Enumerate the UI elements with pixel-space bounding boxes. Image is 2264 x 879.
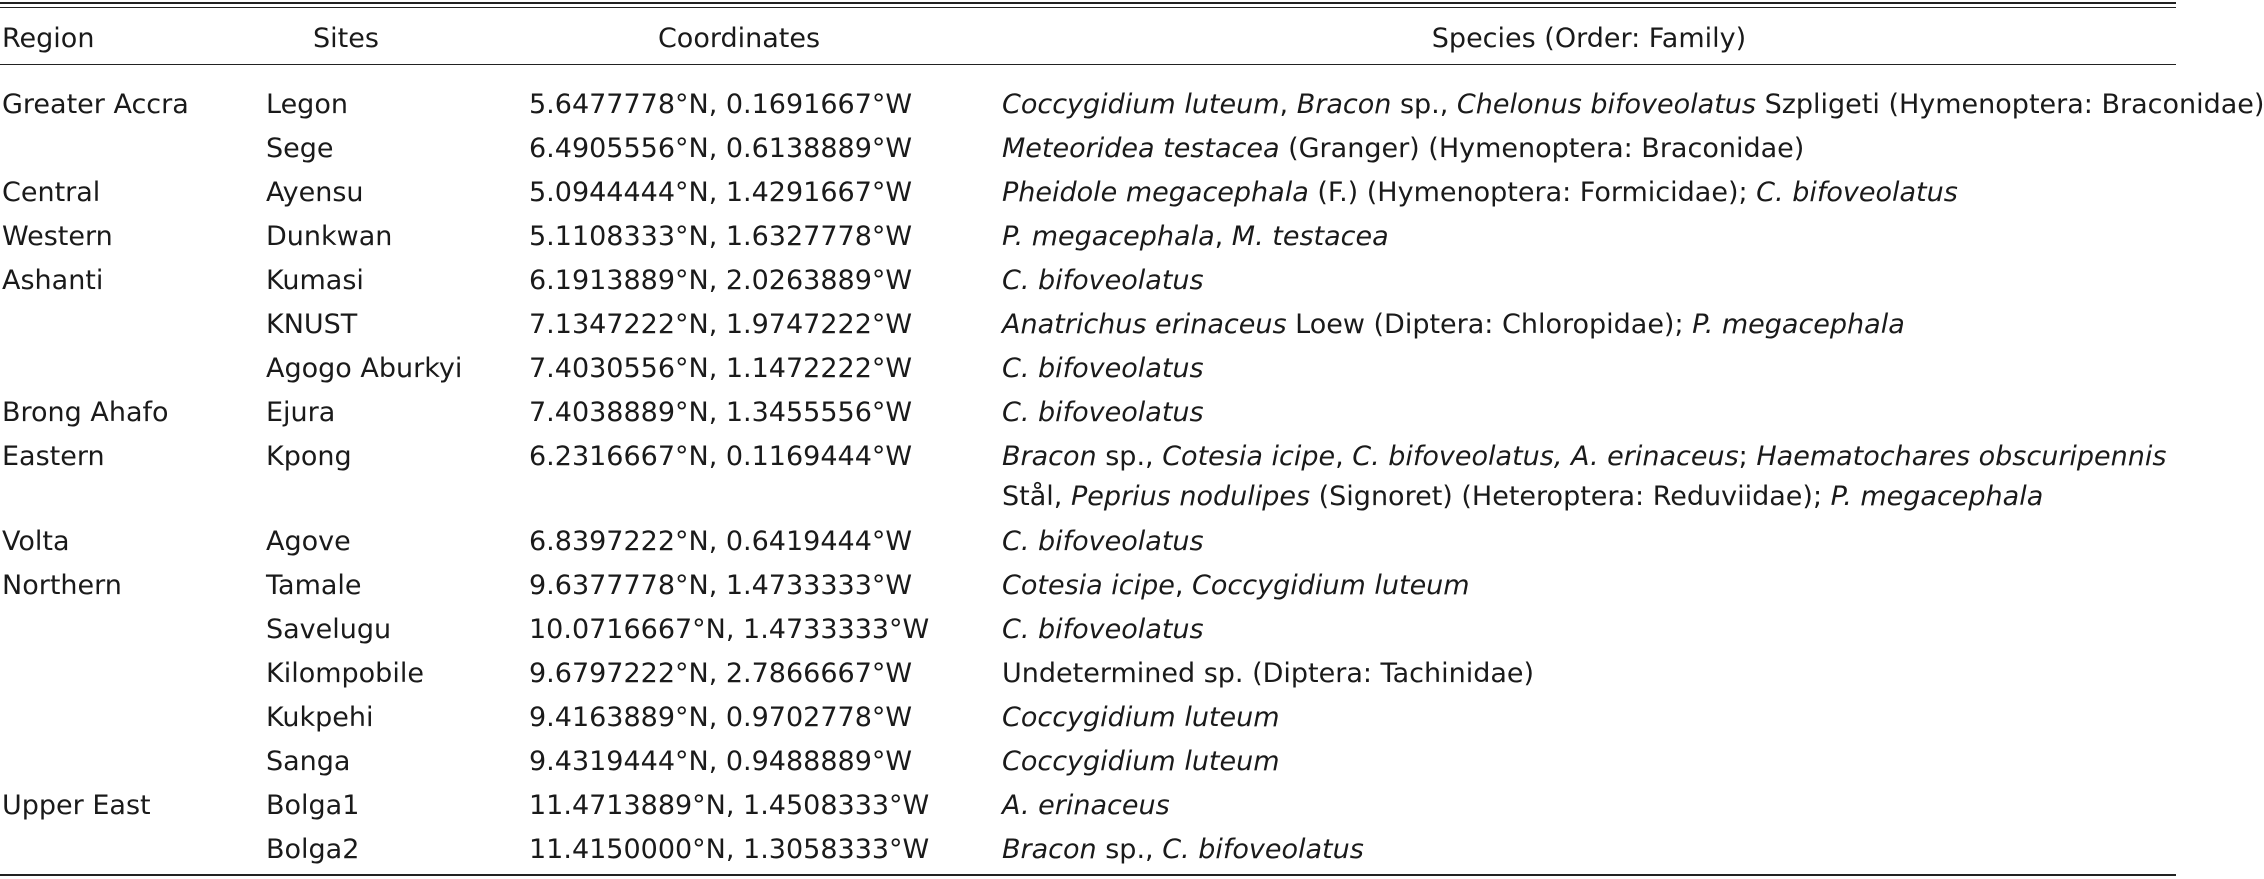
taxon-name: Haematochares obscuripennis	[1756, 441, 2167, 472]
species-text: Stål,	[1002, 481, 1071, 512]
taxon-name: C. bifoveolatus	[1002, 353, 1204, 384]
cell-region: Eastern	[2, 441, 105, 472]
taxon-name: Coccygidium luteum	[1002, 746, 1280, 777]
cell-site: Kpong	[266, 441, 352, 472]
species-text: (Signoret) (Heteroptera: Reduviidae);	[1310, 481, 1831, 512]
species-text: ,	[1279, 89, 1297, 120]
cell-coordinates: 9.4163889°N, 0.9702778°W	[529, 702, 913, 733]
header-sites: Sites	[313, 23, 379, 54]
cell-species	[1002, 88, 2264, 122]
taxon-name: Bracon	[1002, 834, 1097, 865]
cell-coordinates: 11.4150000°N, 1.3058333°W	[529, 834, 930, 865]
cell-species	[1002, 480, 2043, 514]
cell-coordinates: 6.8397222°N, 0.6419444°W	[529, 526, 913, 557]
cell-coordinates: 7.4030556°N, 1.1472222°W	[529, 353, 913, 384]
cell-species	[1002, 440, 2166, 474]
taxon-name: M. testacea	[1231, 221, 1389, 252]
cell-site: Kukpehi	[266, 702, 374, 733]
cell-coordinates: 9.6377778°N, 1.4733333°W	[529, 570, 913, 601]
taxon-name: Coccygidium luteum	[1192, 570, 1470, 601]
cell-coordinates: 5.0944444°N, 1.4291667°W	[529, 177, 913, 208]
taxon-name: Chelonus bifoveolatus	[1456, 89, 1756, 120]
cell-species	[1002, 569, 1470, 603]
cell-site: Kumasi	[266, 265, 364, 296]
taxon-name: P. megacephala	[1692, 309, 1905, 340]
taxon-name: Bracon	[1002, 441, 1097, 472]
cell-coordinates: 7.1347222°N, 1.9747222°W	[529, 309, 913, 340]
cell-region: Central	[2, 177, 101, 208]
taxon-name: C. bifoveolatus, A. erinaceus	[1352, 441, 1739, 472]
cell-coordinates: 9.4319444°N, 0.9488889°W	[529, 746, 913, 777]
cell-species	[1002, 745, 1280, 779]
cell-site: Ayensu	[266, 177, 364, 208]
taxon-name: Coccygidium luteum	[1002, 702, 1280, 733]
cell-site: Sege	[266, 133, 334, 164]
taxon-name: Cotesia icipe	[1002, 570, 1175, 601]
taxon-name: Coccygidium luteum	[1002, 89, 1280, 120]
cell-species	[1002, 613, 1204, 647]
cell-site: Tamale	[266, 570, 362, 601]
cell-coordinates: 6.4905556°N, 0.6138889°W	[529, 133, 913, 164]
cell-coordinates: 7.4038889°N, 1.3455556°W	[529, 397, 913, 428]
cell-region: Brong Ahafo	[2, 397, 169, 428]
taxon-name: C. bifoveolatus	[1756, 177, 1958, 208]
cell-coordinates: 6.2316667°N, 0.1169444°W	[529, 441, 913, 472]
species-text: sp.,	[1096, 441, 1163, 472]
cell-site: Bolga2	[266, 834, 360, 865]
cell-coordinates: 5.6477778°N, 0.1691667°W	[529, 89, 913, 120]
cell-site: Agogo Aburkyi	[266, 353, 463, 384]
species-text: Szpligeti (Hymenoptera: Braconidae)	[1755, 89, 2264, 120]
taxon-name: C. bifoveolatus	[1162, 834, 1364, 865]
header-coordinates: Coordinates	[657, 23, 821, 54]
taxon-name: Cotesia icipe	[1162, 441, 1336, 472]
cell-region: Volta	[2, 526, 70, 557]
taxon-name: C. bifoveolatus	[1002, 265, 1204, 296]
cell-species	[1002, 176, 1958, 210]
cell-species	[1002, 220, 1389, 254]
cell-species	[1002, 789, 1170, 823]
cell-coordinates: 6.1913889°N, 2.0263889°W	[529, 265, 913, 296]
cell-coordinates: 10.0716667°N, 1.4733333°W	[529, 614, 930, 645]
cell-species	[1002, 833, 1364, 867]
cell-species	[1002, 132, 1804, 166]
species-text: Undetermined sp. (Diptera: Tachinidae)	[1002, 658, 1535, 689]
table-top-rule	[0, 2, 2176, 4]
header-species: Species (Order: Family)	[1431, 23, 1747, 54]
taxon-name: C. bifoveolatus	[1002, 614, 1204, 645]
cell-coordinates: 5.1108333°N, 1.6327778°W	[529, 221, 913, 252]
species-text: sp.,	[1096, 834, 1163, 865]
cell-species	[1002, 701, 1280, 735]
species-text: ,	[1174, 570, 1193, 601]
cell-species	[1002, 396, 1204, 430]
taxon-name: P. megacephala	[1830, 481, 2044, 512]
cell-site: Sanga	[266, 746, 351, 777]
taxon-name: P. megacephala	[1002, 221, 1215, 252]
cell-species	[1002, 525, 1204, 559]
header-rule	[0, 64, 2176, 65]
cell-site: Legon	[266, 89, 348, 120]
taxon-name: C. bifoveolatus	[1002, 526, 1204, 557]
cell-species	[1002, 352, 1204, 386]
cell-region: Greater Accra	[2, 89, 189, 120]
cell-region: Ashanti	[2, 265, 104, 296]
taxon-name: Bracon	[1296, 89, 1392, 120]
taxon-name: C. bifoveolatus	[1002, 397, 1204, 428]
cell-species	[1002, 308, 1905, 342]
species-text: ,	[1214, 221, 1232, 252]
header-region: Region	[2, 23, 95, 54]
species-text: (F.) (Hymenoptera: Formicidae);	[1308, 177, 1757, 208]
cell-site: Kilompobile	[266, 658, 424, 689]
species-text: (Granger) (Hymenoptera: Braconidae)	[1279, 133, 1805, 164]
cell-site: Agove	[266, 526, 351, 557]
cell-site: Savelugu	[266, 614, 392, 645]
cell-coordinates: 9.6797222°N, 2.7866667°W	[529, 658, 913, 689]
taxon-name: Pheidole megacephala	[1002, 177, 1309, 208]
cell-region: Northern	[2, 570, 122, 601]
taxon-name: Anatrichus erinaceus	[1002, 309, 1287, 340]
cell-site: Bolga1	[266, 790, 360, 821]
species-text: sp.,	[1391, 89, 1457, 120]
species-text: ,	[1335, 441, 1353, 472]
species-text: ;	[1738, 441, 1757, 472]
cell-region: Upper East	[2, 790, 151, 821]
table-top-rule-thin	[0, 7, 2176, 8]
taxon-name: Peprius nodulipes	[1070, 481, 1311, 512]
cell-coordinates: 11.4713889°N, 1.4508333°W	[529, 790, 930, 821]
taxon-name: A. erinaceus	[1002, 790, 1170, 821]
taxon-name: Meteoridea testacea	[1002, 133, 1280, 164]
cell-site: KNUST	[266, 309, 358, 340]
cell-site: Dunkwan	[266, 221, 393, 252]
cell-region: Western	[2, 221, 113, 252]
table-bottom-rule	[0, 874, 2176, 876]
cell-species	[1002, 264, 1204, 298]
cell-species	[1002, 657, 1534, 691]
cell-site: Ejura	[266, 397, 336, 428]
species-text: Loew (Diptera: Chloropidae);	[1286, 309, 1693, 340]
